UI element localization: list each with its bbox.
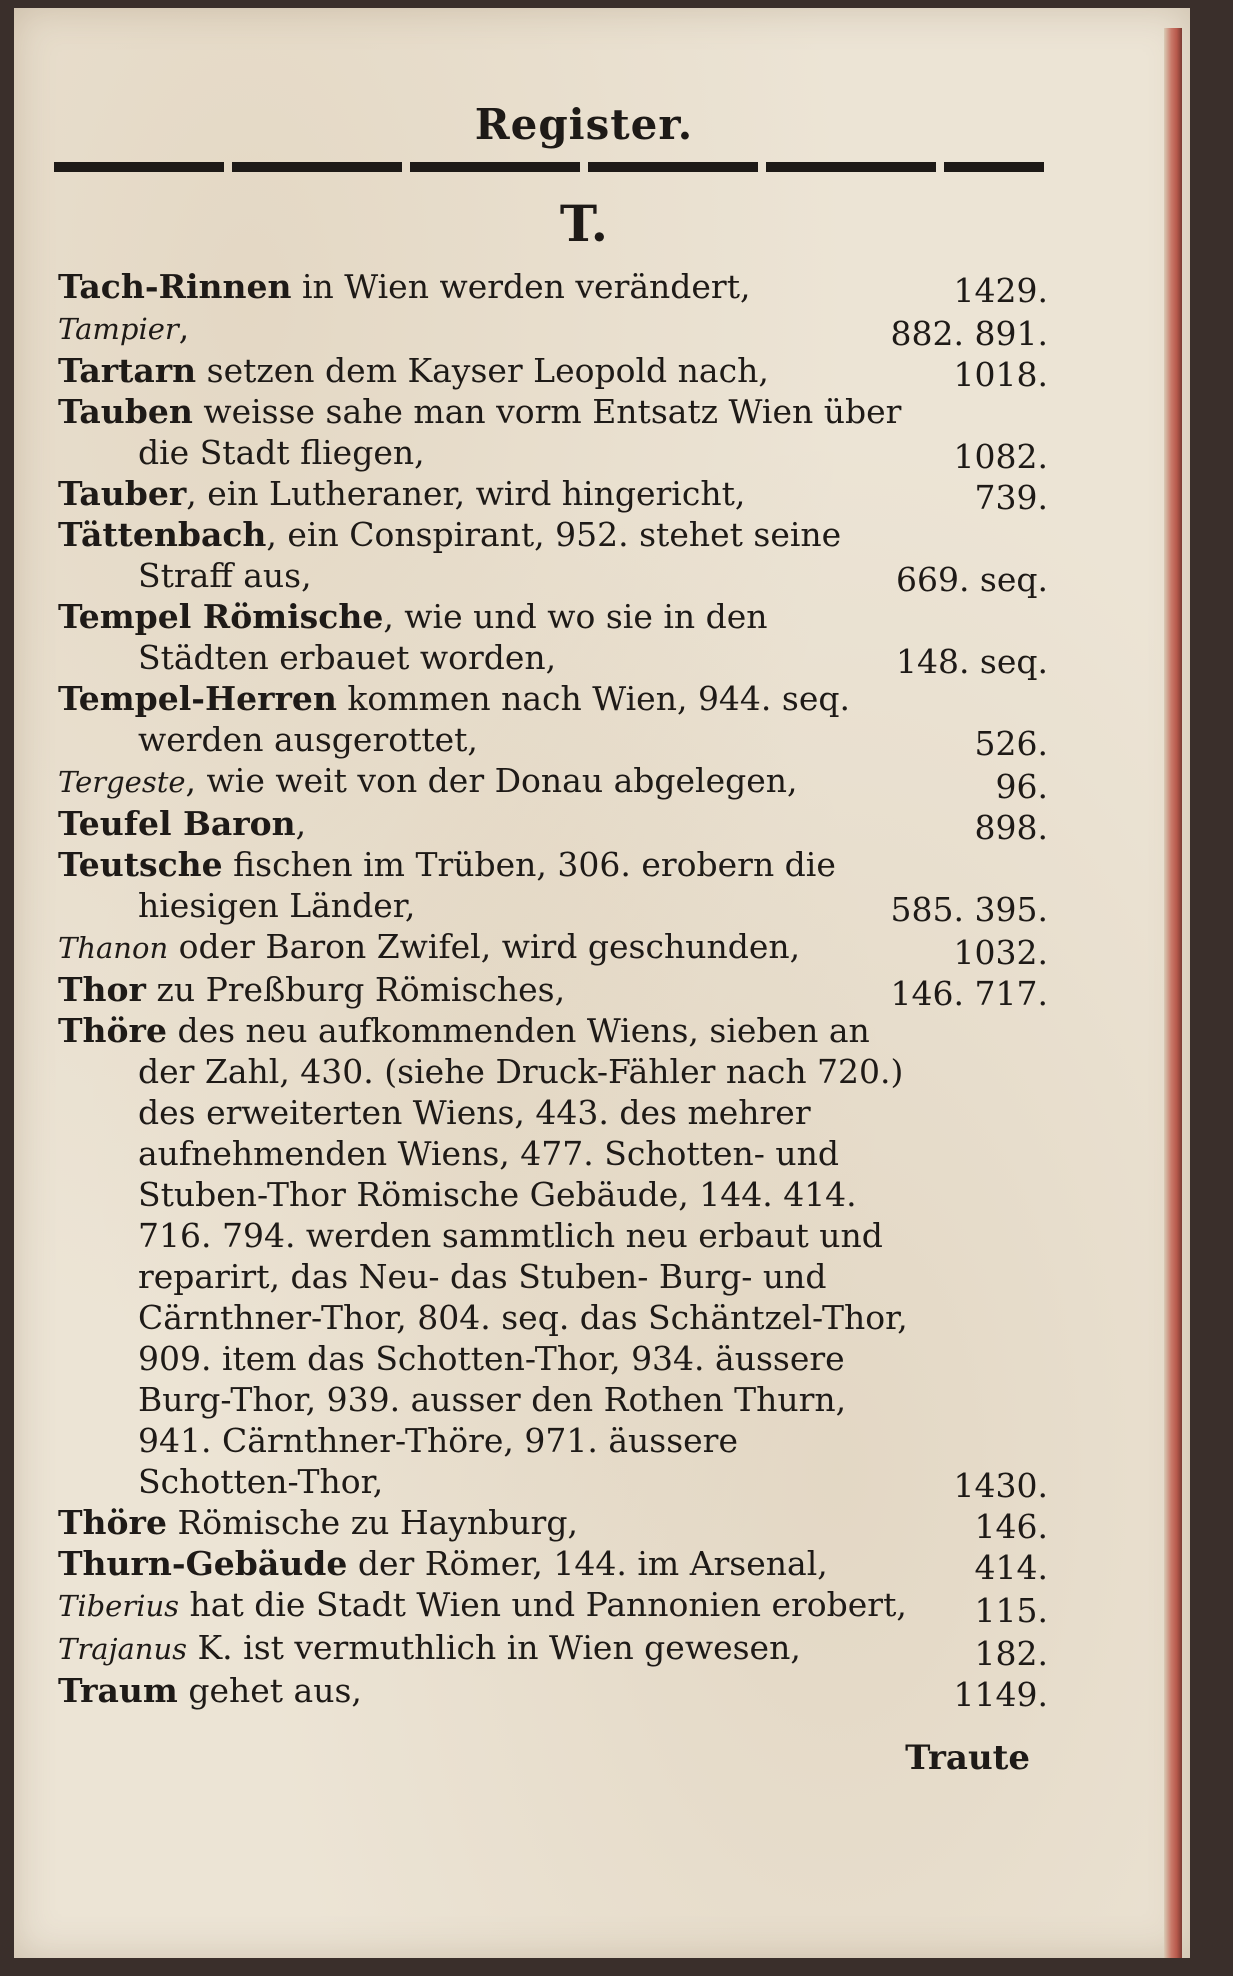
index-entry — [58, 1010, 1048, 1505]
entry-page-ref: 182. — [974, 1634, 1048, 1673]
entry-page-ref: 669. seq. — [895, 560, 1048, 599]
section-letter: T. — [559, 194, 609, 253]
entry-text: , — [178, 308, 190, 347]
book-page — [14, 8, 1190, 1958]
entry-text: , wie und wo sie in den Städten erbauet worden, — [138, 597, 768, 677]
entry-text: gehet aus, — [177, 1671, 362, 1710]
index-entry — [58, 1627, 1048, 1673]
entry-text: setzen dem Kayser Leopold nach, — [196, 351, 769, 390]
entry-text: fischen im Trüben, 306. erobern die hiesigen Länder, — [138, 845, 836, 925]
entry-lemma: Tauber — [58, 474, 187, 513]
entry-lemma: Thöre — [58, 1503, 167, 1542]
entry-page-ref: 585. 395. — [890, 890, 1048, 929]
entry-text: Römische zu Haynburg, — [166, 1503, 578, 1542]
entry-lemma: Thöre — [58, 1011, 167, 1050]
entry-page-ref: 414. — [974, 1548, 1048, 1587]
entry-lemma: Teufel Baron — [58, 804, 296, 843]
index-entry — [58, 473, 1048, 517]
entry-page-ref: 115. — [974, 1591, 1048, 1630]
entry-lemma: Traum — [58, 1671, 178, 1710]
entry-text: hat die Stadt Wien und Pannonien erobert, — [179, 1585, 907, 1624]
index-entry — [58, 596, 1048, 681]
entry-text: in Wien werden verändert, — [291, 267, 751, 306]
entry-text: K. ist vermuthlich in Wien gewesen, — [187, 1628, 801, 1667]
entry-lemma: Tampier — [58, 312, 179, 346]
index-entry — [58, 1584, 1048, 1630]
entry-page-ref: 148. seq. — [895, 642, 1048, 681]
index-entry — [58, 678, 1048, 763]
entry-text: weisse sahe man vorm Entsatz Wien über die Stadt fliegen, — [138, 392, 902, 472]
entry-text: oder Baron Zwifel, wird geschunden, — [168, 927, 801, 966]
entry-text: kommen nach Wien, 944. seq. werden ausgerottet, — [138, 679, 850, 759]
entry-page-ref: 526. — [974, 724, 1048, 763]
entry-lemma: Tartarn — [58, 351, 197, 390]
entry-lemma: Tergeste — [58, 765, 186, 799]
entry-lemma: Trajanus — [58, 1632, 188, 1666]
entry-lemma: Tempel Römische — [58, 597, 384, 636]
entry-lemma: Tiberius — [58, 1589, 180, 1623]
entry-page-ref: 146. 717. — [890, 974, 1048, 1013]
entry-page-ref: 1032. — [953, 933, 1048, 972]
entry-text: des neu aufkommenden Wiens, sieben an der Zahl, 430. (siehe Druck-Fähler nach 720.) des erweiterten Wiens, 443. des mehrer aufnehmenden Wiens, 477. Schotten- und Stuben-Thor Römische Gebäude, 144. 414. 716. 794. werden sammtlich neu erbaut und reparirt, das Neu- das Stuben- Burg- und Cärnthner-Thor, 804. seq. das Schäntzel-Thor, 909. item das Schotten-Thor, 934. äussere Burg-Thor, 939. ausser den Rothen Thurn, 941. Cärnthner-Thöre, 971. äussere Schotten-Thor, — [138, 1011, 908, 1501]
entry-page-ref: 96. — [995, 767, 1048, 806]
entry-lemma: Tauben — [58, 392, 193, 431]
index-entry — [58, 350, 1048, 394]
entry-page-ref: 1018. — [953, 355, 1048, 394]
index-entry — [58, 266, 1048, 310]
index-entry — [58, 969, 1048, 1013]
index-entry — [58, 514, 1048, 599]
index-entry — [58, 1670, 1048, 1714]
index-entry — [58, 760, 1048, 806]
entry-page-ref: 146. — [974, 1507, 1048, 1546]
entry-page-ref: 882. 891. — [890, 314, 1048, 353]
entry-lemma: Tach-Rinnen — [58, 267, 292, 306]
page-edge — [1164, 28, 1182, 1958]
index-entry — [58, 1502, 1048, 1546]
header-rule — [54, 162, 1044, 172]
entry-lemma: Teutsche — [58, 845, 223, 884]
entry-text: der Römer, 144. im Arsenal, — [347, 1544, 828, 1583]
entry-lemma: Tättenbach — [58, 515, 267, 554]
entry-page-ref: 739. — [974, 478, 1048, 517]
entry-text: zu Preßburg Römisches, — [145, 970, 566, 1009]
index-entry — [58, 391, 1048, 476]
entry-page-ref: 1082. — [953, 437, 1048, 476]
entry-lemma: Thor — [58, 970, 146, 1009]
entry-text: , — [295, 804, 307, 843]
catchword: Traute — [905, 1738, 1030, 1778]
index-entry — [58, 1543, 1048, 1587]
entry-text: , wie weit von der Donau abgelegen, — [185, 761, 798, 800]
entry-text: , ein Lutheraner, wird hingericht, — [186, 474, 746, 513]
entry-lemma: Tempel-Herren — [58, 679, 337, 718]
entry-lemma: Thurn-Gebäude — [58, 1544, 348, 1583]
entry-page-ref: 1149. — [953, 1675, 1048, 1714]
index-entry — [58, 844, 1048, 929]
entry-page-ref: 898. — [974, 808, 1048, 847]
index-entry — [58, 926, 1048, 972]
entry-page-ref: 1430. — [953, 1466, 1048, 1505]
entry-page-ref: 1429. — [953, 271, 1048, 310]
index-entries — [58, 266, 1048, 1714]
entry-text: , ein Conspirant, 952. stehet seine Straff aus, — [138, 515, 842, 595]
running-header: Register. — [474, 100, 694, 149]
index-entry — [58, 307, 1048, 353]
entry-lemma: Thanon — [58, 931, 169, 965]
index-entry — [58, 803, 1048, 847]
